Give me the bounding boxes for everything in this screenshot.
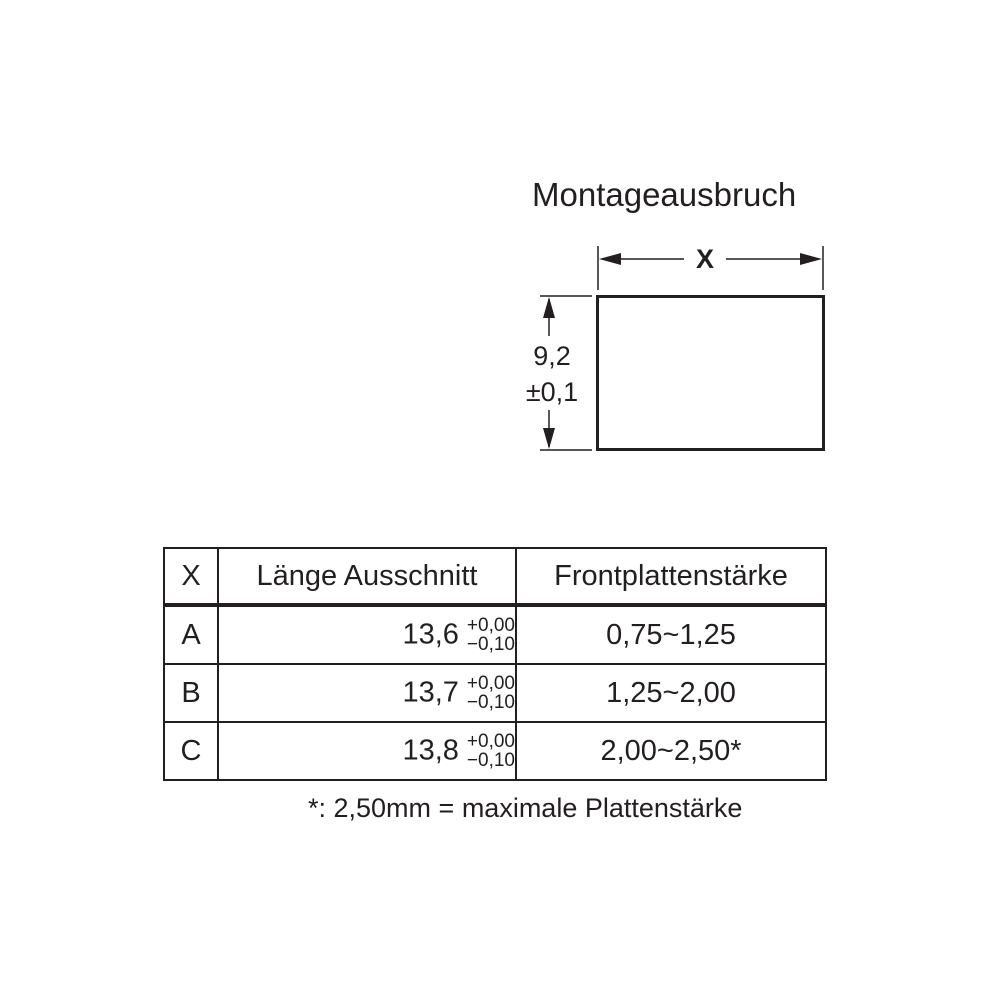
length-nominal: 13,8 (402, 734, 459, 767)
cutout-spec-table (163, 547, 827, 781)
diagram-title: Montageausbruch (532, 176, 797, 213)
arrowhead-top (543, 297, 555, 318)
row-thickness-cell: 2,00~2,50* (516, 722, 826, 780)
length-nominal: 13,7 (402, 676, 459, 709)
height-tolerance: ±0,1 (525, 377, 579, 407)
table-header-row (164, 548, 826, 605)
tolerance-plus: +0,00 (466, 673, 515, 694)
tolerance-minus: −0,10 (466, 634, 515, 655)
row-length-cell (218, 605, 516, 664)
tolerance-plus: +0,00 (466, 615, 515, 636)
arrowhead-left (599, 253, 621, 265)
tolerance-minus: −0,10 (466, 692, 515, 713)
table-row (164, 664, 826, 722)
header-length: Länge Ausschnitt (218, 548, 516, 605)
height-dimension-label (516, 338, 588, 410)
table-row (164, 605, 826, 664)
footnote: *: 2,50mm = maximale Plattenstärke (308, 793, 743, 823)
tolerance-minus: −0,10 (466, 750, 515, 771)
height-value: 9,2 (533, 341, 571, 371)
row-length-cell (218, 664, 516, 722)
length-tolerance (467, 732, 515, 770)
row-x-cell: B (164, 664, 218, 722)
row-length-cell (218, 722, 516, 780)
length-tolerance (467, 616, 515, 654)
length-tolerance (467, 674, 515, 712)
cutout-rectangle (598, 297, 824, 450)
row-x-cell: C (164, 722, 218, 780)
row-x-cell: A (164, 605, 218, 664)
tolerance-plus: +0,00 (466, 731, 515, 752)
row-thickness-cell: 0,75~1,25 (516, 605, 826, 664)
header-thickness: Frontplattenstärke (516, 548, 826, 605)
row-thickness-cell: 1,25~2,00 (516, 664, 826, 722)
header-x: X (164, 548, 218, 605)
width-dimension-label: X (696, 244, 715, 274)
length-nominal: 13,6 (402, 618, 459, 651)
arrowhead-right (800, 253, 822, 265)
arrowhead-bottom (543, 428, 555, 449)
table-row (164, 722, 826, 780)
